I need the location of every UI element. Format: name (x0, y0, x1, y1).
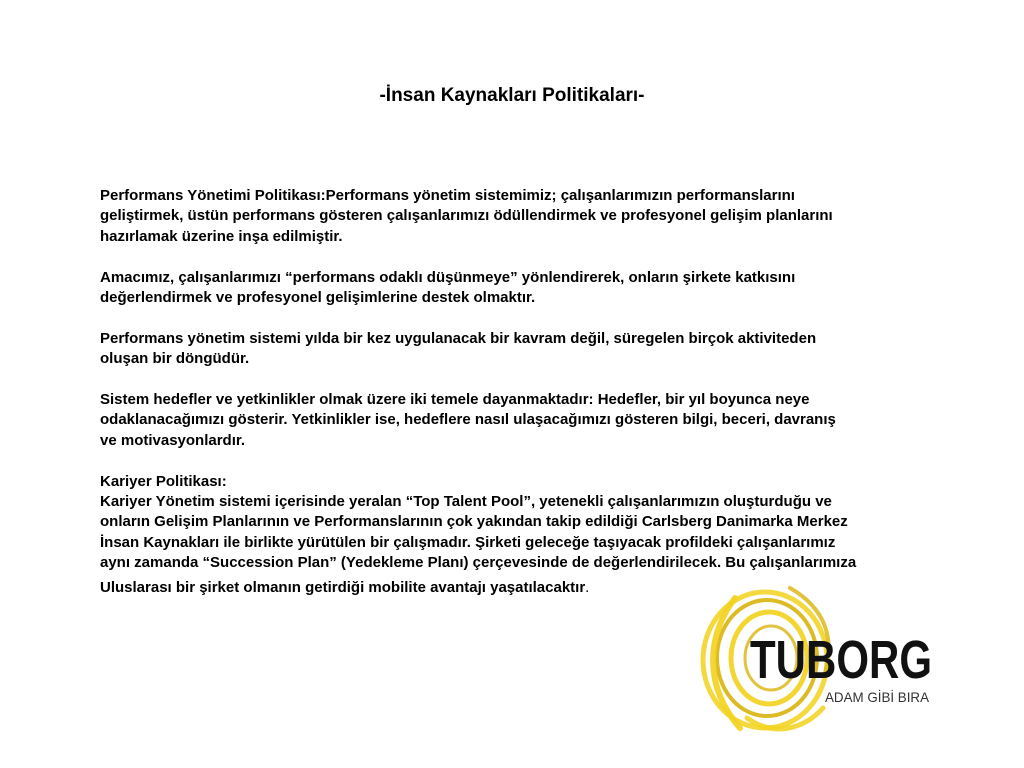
career-heading: Kariyer Politikası: (100, 472, 227, 490)
brand-name: TUBORG (750, 630, 932, 690)
performance-policy-paragraph: Performans Yönetimi Politikası:Performans yönetim sistemimiz; çalışanlarımızın performanslarını geliştirmek, üstün performans gösteren çalışanlarımızı ödüllendirmek ve profesyonel gelişim planlarını hazırlamak üzerine inşa edilmiştir. (100, 187, 833, 245)
cycle-paragraph: Performans yönetim sistemi yılda bir kez uygulanacak bir kavram değil, süregelen birçok aktiviteden oluşan bir döngüdür. (100, 329, 817, 368)
tuborg-logo (695, 578, 945, 743)
career-final-line (100, 578, 589, 598)
policy-text (100, 186, 980, 598)
brand-tagline: ADAM GİBİ BIRA (825, 689, 934, 705)
goal-paragraph: Amacımız, çalışanlarımızı “performans odaklı düşünmeye” yönlendirerek, onların şirkete katkısını değerlendirmek ve profesyonel gelişimlerine destek olmaktır. (100, 268, 796, 307)
page-title: -İnsan Kaynakları Politikaları- (379, 85, 645, 106)
career-paragraph: Kariyer Yönetim sistemi içerisinde yeralan “Top Talent Pool”, yetenekli çalışanlarımızın oluşturduğu ve onların Gelişim Planlarının ve Performanslarının çok yakından takip edildiği Carlsberg Danimarka Merkez İnsan Kaynakları ile birlikte yürütülen bir çalışmadır. Şirketi geleceğe taşıyacak profildeki çalışanlarımız aynı zamanda “Succession Plan” (Yedekleme Planı) çerçevesinde de değerlendirilecek. Bu çalışanlarımıza (100, 493, 857, 572)
tuborg-logo-graphic (695, 578, 945, 743)
system-paragraph: Sistem hedefler ve yetkinlikler olmak üzere iki temele dayanmaktadır: Hedefler, bir yıl boyunca neye odaklanacağımızı gösterir. Yetkinlikler ise, hedeflere nasıl ulaşacağımızı gösteren bilgi, beceri, davranış ve motivasyonlardır. (100, 391, 836, 449)
career-final-text: Uluslarası bir şirket olmanın getirdiği mobilite avantajı yaşatılacaktır (100, 578, 586, 596)
career-final-punct: . (585, 578, 590, 596)
